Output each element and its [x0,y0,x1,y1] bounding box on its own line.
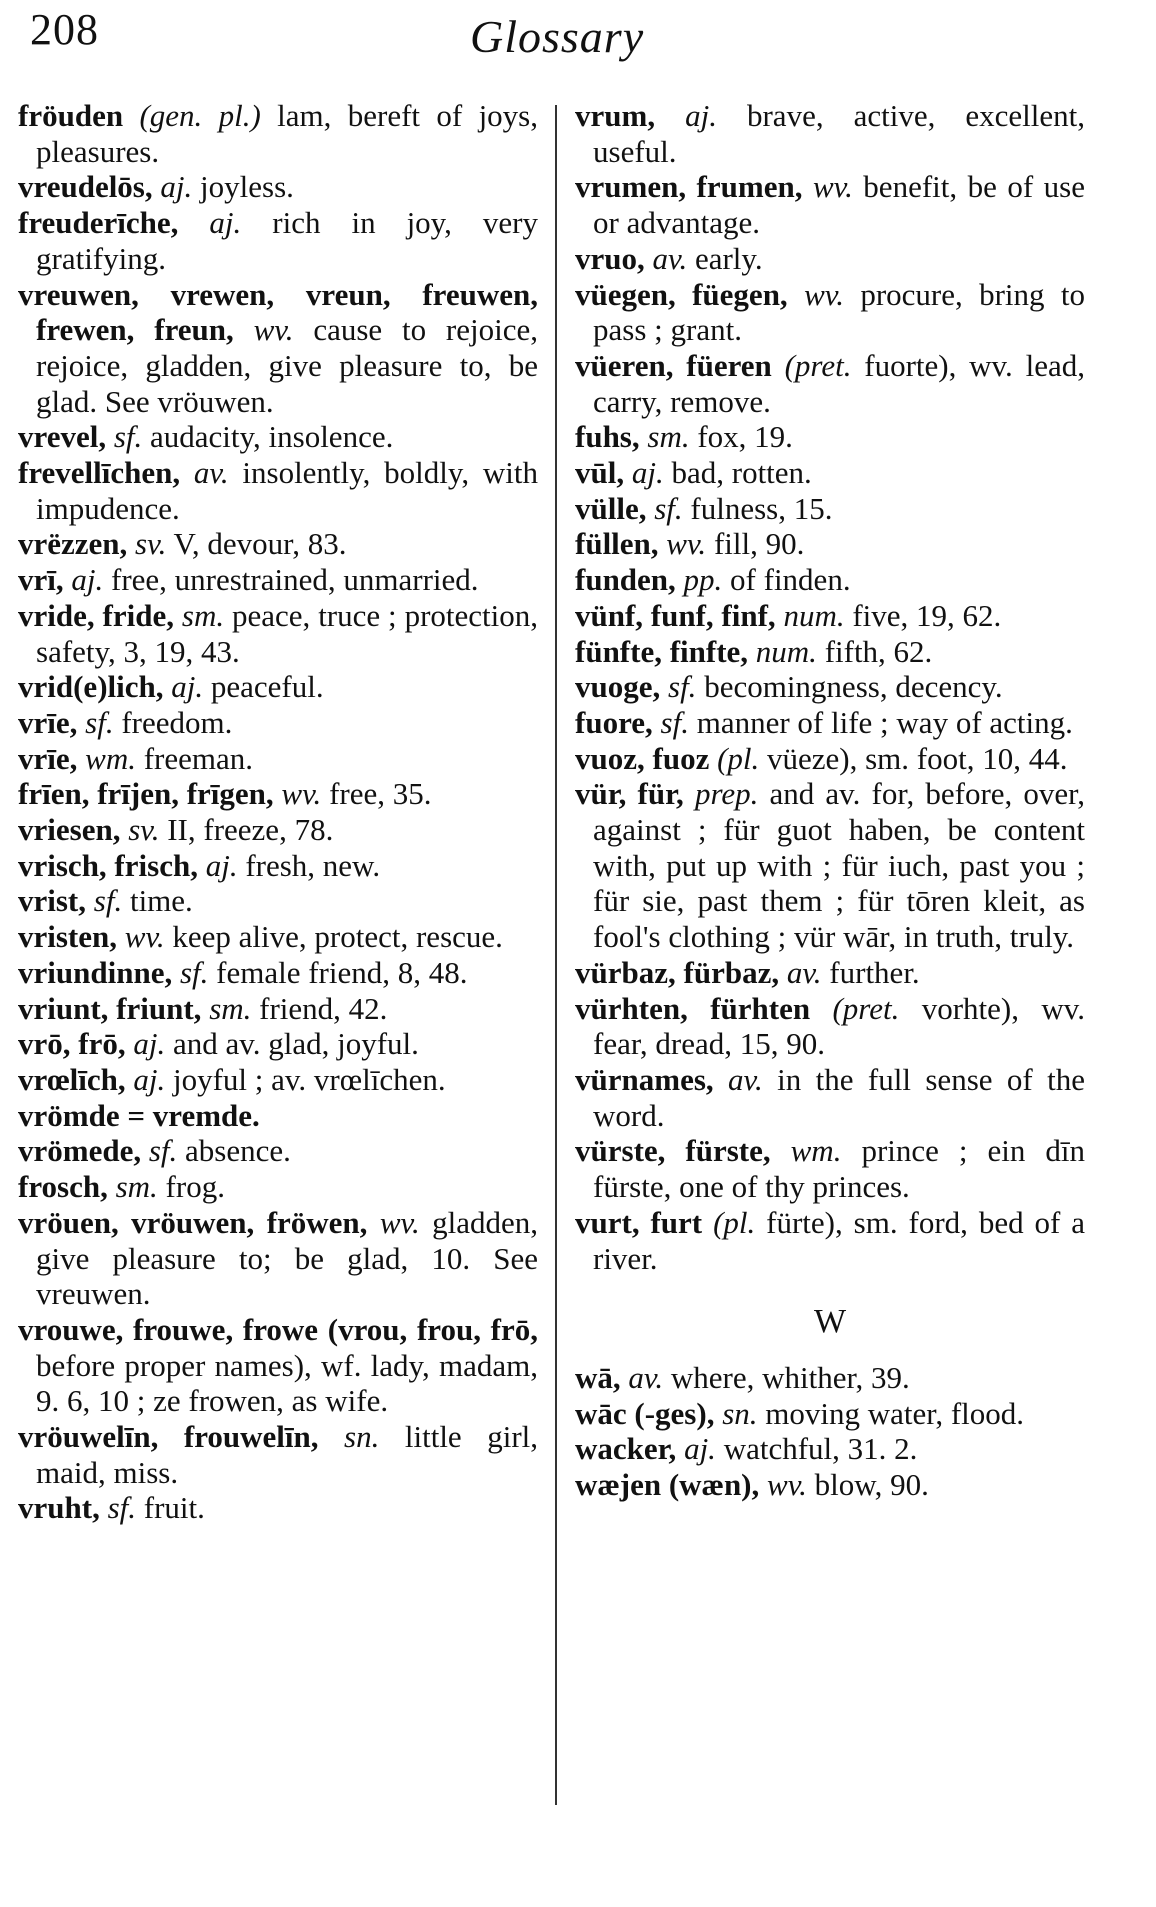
definition: lam, bereft of joys, pleasures. [36,98,538,169]
headword: vröuwelīn, frouwelīn, [18,1419,319,1455]
definition: prince ; ein dīn fürste, one of thy princes. [593,1133,1085,1205]
headword: vürhten, fürhten [575,990,811,1026]
grammar-label: sf. [654,490,683,526]
headword: vruo, [575,240,645,276]
grammar-label: aj. [685,98,717,133]
headword: vrëzzen, [18,526,128,562]
section-letter: W [813,1303,847,1341]
glossary-entry [575,598,1085,634]
grammar-label: av. [786,954,822,990]
page-number: 208 [30,5,99,54]
glossary-entry [575,526,1085,562]
definition: fifth, 62. [816,633,933,669]
glossary-entry [575,1431,1085,1467]
glossary-entry [575,705,1085,741]
glossary-entry [18,1419,538,1490]
headword: vür, für, [575,776,684,812]
glossary-entry [575,1205,1085,1276]
glossary-entry [18,455,538,526]
page-title: Glossary [470,11,645,62]
headword: vrömde = vremde. [18,1097,260,1133]
headword: vurt, furt [575,1204,703,1240]
definition: frog. [157,1169,225,1205]
headword: vüegen, füegen, [575,276,788,312]
glossary-entry [18,812,538,848]
headword: frosch, [18,1169,108,1205]
glossary-entry [18,562,538,598]
grammar-label: aj. [171,669,204,705]
definition: bad, rotten. [663,455,812,491]
definition: V, devour, 83. [166,526,347,562]
grammar-label: aj. [205,847,238,883]
glossary-entry [575,98,1085,169]
glossary-entry [18,598,538,669]
grammar-label: wv. [124,919,165,955]
glossary-entry [575,169,1085,240]
grammar-label: sm. [181,597,225,633]
headword: vriesen, [18,812,121,848]
grammar-label: av. [728,1061,763,1097]
headword: vruht, [18,1490,100,1526]
glossary-entry [18,1490,538,1526]
headword: vülle, [575,490,647,526]
glossary-entry [575,277,1085,348]
definition: peace, truce ; protection, safety, 3, 19, 43. [36,597,538,669]
definition: gladden, give pleasure to; be glad, 10. See vreuwen. [36,1204,539,1312]
headword: vriunt, friunt, [18,990,202,1026]
definition: absence. [177,1133,291,1169]
headword: vrist, [18,883,87,919]
headword: vriundinne, [18,954,173,990]
headword: wæjen (wæn), [575,1467,760,1503]
definition: five, 19, 62. [844,597,1002,633]
headword: vride, fride, [18,597,174,633]
glossary-entry [18,1062,538,1098]
grammar-label: sf. [107,1490,137,1526]
definition: peaceful. [203,669,324,705]
definition: further. [821,954,920,990]
glossary-entry [575,1133,1085,1204]
entries-w [575,1360,1085,1503]
glossary-entry [18,955,538,991]
definition: insolently, boldly, with impudence. [36,455,538,526]
definition: vüeze), sm. foot, 10, 44. [759,740,1068,776]
glossary-entry [575,1396,1085,1432]
glossary-entry [575,776,1085,955]
grammar-label: sv. [128,812,160,848]
definition: where, whither, 39. [663,1359,910,1395]
glossary-entry [18,848,538,884]
definition: joyful ; av. vrœlīchen. [165,1061,446,1097]
definition: fulness, 15. [682,490,833,526]
definition: watchful, 31. 2. [715,1431,918,1467]
grammar-label: wv. [812,169,853,205]
grammar-label: (pl. [717,740,760,776]
definition: early. [687,240,763,276]
glossary-entry [575,1062,1085,1133]
glossary-entry [18,526,538,562]
definition: female friend, 8, 48. [208,954,468,990]
headword: fünfte, finfte, [575,633,749,669]
headword: vrīe, [18,704,78,740]
grammar-label: sf. [85,704,114,740]
headword: fuhs, [575,419,640,455]
headword: wā, [575,1359,621,1395]
glossary-entry [575,634,1085,670]
definition: free, unrestrained, unmarried. [103,562,479,598]
glossary-entry [18,205,538,276]
headword: vrœlīch, [18,1061,126,1097]
grammar-label: sm. [647,419,690,455]
glossary-entry [575,562,1085,598]
grammar-label: aj. [71,562,104,598]
headword: vristen, [18,919,118,955]
definition: freeman. [135,740,254,776]
definition: of finden. [722,562,851,598]
definition: time. [122,883,193,919]
grammar-label: sf. [93,883,123,919]
grammar-label: sm. [209,990,252,1026]
glossary-entry [18,1098,538,1134]
grammar-label: wv. [804,276,844,312]
definition: vorhte), wv. fear, dread, 15, 90. [593,990,1086,1062]
grammar-label: sm. [115,1169,158,1205]
glossary-column-right [575,98,1085,1503]
headword: vürbaz, fürbaz, [575,954,780,990]
headword: vürste, fürste, [575,1133,771,1169]
headword: vrum, [575,98,656,133]
headword: vüeren, füeren [575,347,772,383]
entries-v [575,98,1085,1276]
headword: frevellīchen, [18,455,181,491]
definition: fill, 90. [706,526,805,562]
definition: and av. glad, joyful. [165,1026,419,1062]
glossary-entry [575,741,1085,777]
glossary-entry [575,955,1085,991]
column-divider [555,105,557,1805]
grammar-label: wm. [85,740,136,776]
definition: fürte), sm. ford, bed of a river. [593,1204,1085,1276]
glossary-entry [18,98,538,169]
glossary-entry [18,776,538,812]
definition: audacity, insolence. [142,419,394,455]
definition: fresh, new. [237,847,381,883]
glossary-entry [18,705,538,741]
headword: vrömede, [18,1133,142,1169]
headword: füllen, [575,526,659,562]
headword: vünf, funf, finf, [575,597,776,633]
grammar-label: sf. [113,419,143,455]
definition: rich in joy, very gratifying. [36,205,538,276]
grammar-label: (pl. [713,1204,756,1240]
definition: II, freeze, 78. [159,812,334,848]
headword: vreuwen, vrewen, vreun, freuwen, frewen, freun, [18,276,538,348]
glossary-entry [575,991,1085,1062]
headword: vrō, frō, [18,1026,126,1062]
definition: fox, 19. [689,419,793,455]
grammar-label: num. [755,633,817,669]
grammar-label: sf. [148,1133,178,1169]
glossary-entry [18,1133,538,1169]
glossary-entry [18,1026,538,1062]
headword: vrīe, [18,740,78,776]
definition: before proper names), wf. lady, madam, 9. 6, 10 ; ze frowen, as wife. [36,1347,538,1419]
grammar-label: aj. [160,169,193,205]
grammar-label: aj. [631,455,664,491]
headword: vröuen, vröuwen, fröwen, [18,1204,368,1240]
glossary-column-left [18,98,538,1526]
grammar-label: sf. [660,704,689,740]
glossary-entry [18,741,538,777]
grammar-label: sv. [135,526,167,562]
headword: vūl, [575,455,625,491]
definition: cause to rejoice, rejoice, gladden, give pleasure to, be glad. See vröuwen. [36,312,538,419]
glossary-entry [575,455,1085,491]
definition: becomingness, decency. [696,669,1003,705]
definition: keep alive, protect, rescue. [164,919,503,955]
definition: free, 35. [321,776,432,812]
definition: brave, active, excellent, useful. [593,98,1085,169]
glossary-entry [18,669,538,705]
headword: wāc (-ges), [575,1395,715,1431]
definition: moving water, flood. [757,1395,1025,1431]
grammar-label: pp. [683,562,723,598]
glossary-entry [575,491,1085,527]
headword: fröuden [18,98,124,133]
headword: vrid(e)lich, [18,669,164,705]
headword: fuore, [575,704,653,740]
definition: blow, 90. [806,1467,929,1503]
glossary-entry [575,241,1085,277]
glossary-entry [18,419,538,455]
headword: vuoge, [575,669,661,705]
glossary-entry [575,1360,1085,1396]
definition: in the full sense of the word. [593,1061,1085,1133]
headword: vreudelōs, [18,169,153,205]
definition: freedom. [113,704,233,740]
headword: frīen, frījen, frīgen, [18,776,274,812]
definition: little girl, maid, miss. [36,1419,539,1490]
definition: fuorte), wv. lead, carry, remove. [593,347,1085,419]
grammar-label: wv. [281,776,322,812]
glossary-entry [18,1169,538,1205]
grammar-label: av. [628,1359,664,1395]
grammar-label: sf. [179,954,209,990]
grammar-label: wm. [790,1133,842,1169]
definition: benefit, be of use or advantage. [593,169,1085,241]
grammar-label: sn. [344,1419,380,1455]
headword: vuoz, fuoz [575,740,710,776]
glossary-entry [18,991,538,1027]
grammar-label: wv. [379,1204,420,1240]
grammar-label: wv. [767,1467,807,1503]
headword: wacker, [575,1431,677,1467]
grammar-label: aj. [133,1061,166,1097]
grammar-label: aj. [684,1431,716,1467]
grammar-label: prep. [694,776,759,812]
grammar-label: sn. [722,1395,758,1431]
grammar-label: wv. [253,312,294,348]
glossary-entry [18,169,538,205]
definition: joyless. [192,169,294,205]
headword: vrisch, frisch, [18,847,198,883]
grammar-label: sf. [668,669,697,705]
glossary-entry [575,419,1085,455]
headword: vürnames, [575,1061,714,1097]
glossary-entry [18,1312,538,1419]
definition: friend, 42. [251,990,388,1026]
grammar-label: av. [193,455,229,491]
headword: vrevel, [18,419,107,455]
grammar-label: aj. [133,1026,166,1062]
headword: funden, [575,562,676,598]
grammar-label: (pret. [832,990,900,1026]
definition: fruit. [136,1490,205,1526]
definition: procure, bring to pass ; grant. [593,276,1086,348]
grammar-label: (gen. pl.) [139,98,261,133]
grammar-label: av. [652,240,688,276]
grammar-label: (pret. [784,347,852,383]
glossary-entry [18,277,538,420]
grammar-label: num. [783,597,845,633]
definition: manner of life ; way of acting. [688,704,1073,740]
headword: vrumen, frumen, [575,169,803,205]
headword: vrouwe, frouwe, frowe (vrou, frou, frō, [18,1311,538,1347]
glossary-entry [18,883,538,919]
glossary-entry [575,348,1085,419]
grammar-label: aj. [209,205,242,241]
headword: freuderīche, [18,205,179,241]
grammar-label: wv. [666,526,707,562]
definition: and av. for, before, over, against ; für guot haben, be content with, put up with ; für iuch, past you ; für sie, past them ; für tōren kleit, as fool's clothing ; vür wār, in truth, truly. [593,776,1086,955]
glossary-entry [18,1205,538,1312]
headword: vrī, [18,562,64,598]
glossary-entry [575,669,1085,705]
glossary-entry [18,919,538,955]
glossary-entry [575,1467,1085,1503]
